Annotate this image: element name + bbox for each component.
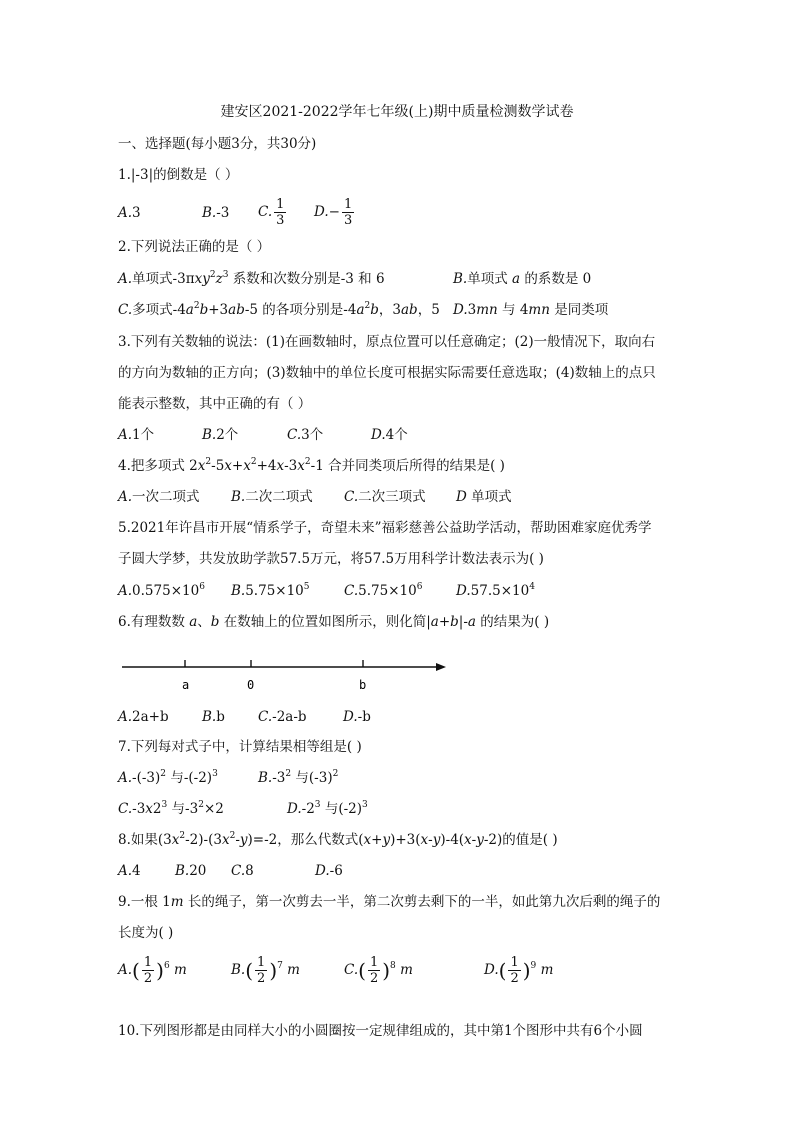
- question-1-stem: 1.|-3|的倒数是（ ）: [118, 167, 239, 183]
- question-7-option-d: $D.-2^3$ 与$(-2)^3$: [287, 800, 368, 817]
- question-4-stem: 4.把多项式 $2x^2-5x+x^2+4x-3x^2-1$ 合并同类项后所得的结果是( ): [118, 457, 505, 474]
- fraction: $\frac{1}{2}$: [257, 955, 266, 986]
- question-5-option-b: $B.5.75\times 10^5$: [231, 582, 310, 599]
- question-6-option-b: B.b: [202, 709, 225, 725]
- question-2-option-c: C.多项式$-4a^2b+3ab-5$ 的各项分别是$-4a^2b$，3ab，5: [118, 301, 440, 318]
- question-7-option-a: $A.-(-3)^2$ 与$-(-2)^3$: [118, 769, 218, 786]
- question-2-option-d: D.3mn 与 4mn 是同类项: [453, 302, 609, 318]
- question-5-option-d: $D.57.5\times 10^4$: [456, 582, 535, 599]
- question-8-option-c: C.8: [231, 863, 254, 879]
- question-5-option-c: $C.5.75\times 10^6$: [344, 582, 423, 599]
- question-5-line-1: 5.2021年许昌市开展“情系学子，奇望未来”福彩慈善公益助学活动，帮助困难家庭优秀学: [118, 520, 652, 536]
- question-6-stem: 6.有理数数 a、b 在数轴上的位置如图所示，则化简|a+b|-a 的结果为( ): [118, 614, 550, 630]
- number-line-figure: [120, 648, 450, 698]
- question-4-option-a: A.一次二项式: [118, 489, 200, 505]
- fraction: $\frac{1}{3}$: [276, 197, 285, 228]
- question-1-option-c: C. $\frac{1}{3}$: [258, 197, 285, 228]
- page-title: 建安区2021-2022学年七年级(上)期中质量检测数学试卷: [220, 104, 574, 120]
- tick-label-a: a: [182, 678, 190, 692]
- question-8-stem: 8.如果$(3x^2-2)-(3x^2-y)=-2$，那么代数式(x+y)+3(x-y)-4(x-y-2)的值是( ): [118, 831, 558, 848]
- question-5-option-a: $A.0.575\times 10^6$: [118, 582, 205, 599]
- question-7-option-c: $C.-3x2^3$ 与$-3^2\times 2$: [118, 800, 224, 817]
- question-3-option-a: A.1个: [118, 427, 155, 443]
- question-1-option-a: A.3: [118, 205, 141, 221]
- fraction: $\frac{1}{2}$: [369, 955, 379, 986]
- question-4-option-d: D 单项式: [456, 489, 512, 505]
- fraction: $\frac{1}{2}$: [143, 955, 153, 986]
- question-1-option-b: B.-3: [202, 205, 230, 221]
- question-3-option-b: B.2个: [202, 427, 239, 443]
- question-3-line-3: 能表示整数，其中正确的有（ ）: [118, 396, 312, 412]
- fraction: $\frac{1}{2}$: [510, 955, 519, 986]
- question-8-option-b: B.20: [175, 863, 207, 879]
- question-9-line-2: 长度为( ): [118, 925, 174, 941]
- question-3-option-c: C.3个: [287, 427, 324, 443]
- question-2-option-b: B.单项式 a 的系数是 0: [453, 271, 592, 287]
- question-8-option-d: D.-6: [315, 863, 343, 879]
- question-4-option-c: C.二次三项式: [344, 489, 426, 505]
- section-heading: 一、选择题(每小题3分，共30分): [118, 136, 317, 152]
- question-9-option-c: C.( $\frac{1}{2}$ )$^8$ m: [344, 955, 413, 986]
- tick-label-0: 0: [247, 678, 255, 692]
- question-2-option-a: A.单项式$-3\pi xy^2z^3$ 系数和次数分别是-3 和 6: [118, 270, 385, 287]
- question-3-option-d: D.4个: [371, 427, 408, 443]
- question-9-line-1: 9.一根 1m 长的绳子，第一次剪去一半，第二次剪去剩下的一半，如此第九次后剩的绳子的: [118, 894, 661, 910]
- question-8-option-a: A.4: [118, 863, 141, 879]
- question-6-option-c: C.-2a-b: [258, 709, 307, 725]
- question-5-line-2: 子圆大学梦，共发放助学款57.5万元，将57.5万用科学计数法表示为( ): [118, 551, 544, 567]
- question-1-option-d: D.− $\frac{1}{3}$: [314, 197, 353, 228]
- question-10-line-1: 10.下列图形都是由同样大小的小圆圈按一定规律组成的，其中第1个图形中共有6个小圆: [118, 1023, 643, 1039]
- question-7-option-b: $B.-3^2$ 与$(-3)^2$: [258, 769, 339, 786]
- arrow-right-icon: [436, 663, 446, 671]
- fraction: $\frac{1}{3}$: [343, 197, 353, 228]
- question-3-line-1: 3.下列有关数轴的说法：(1)在画数轴时，原点位置可以任意确定；(2)一般情况下，取向右: [118, 334, 656, 350]
- question-9-option-a: A.( $\frac{1}{2}$ )$^6$ m: [118, 955, 187, 986]
- question-4-option-b: B.二次二项式: [231, 489, 313, 505]
- question-2-stem: 2.下列说法正确的是（ ）: [118, 239, 271, 255]
- question-6-option-a: A.2a+b: [118, 709, 169, 725]
- question-6-option-d: D.-b: [343, 709, 371, 725]
- question-7-stem: 7.下列每对式子中，计算结果相等组是( ): [118, 739, 362, 755]
- question-9-option-b: B.( $\frac{1}{2}$ )$^7$ m: [231, 955, 300, 986]
- question-3-line-2: 的方向为数轴的正方向；(3)数轴中的单位长度可根据实际需要任意选取；(4)数轴上的点只: [118, 365, 656, 381]
- question-9-option-d: D.( $\frac{1}{2}$ )$^9$ m: [484, 955, 554, 986]
- tick-label-b: b: [359, 678, 367, 692]
